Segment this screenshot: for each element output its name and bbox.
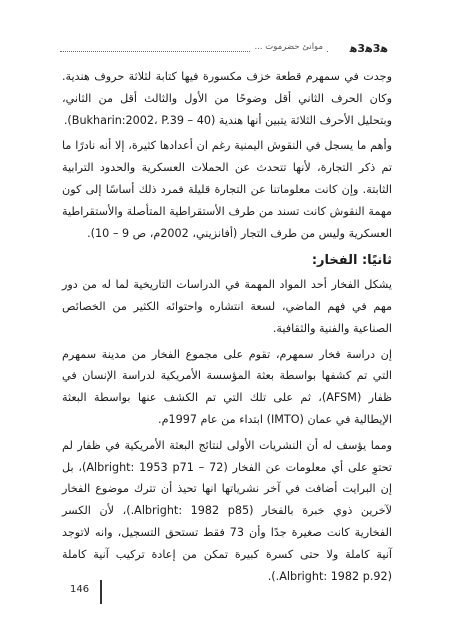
section-paragraph-2: إن دراسة فخار سمهرم، تقوم على مجموع الفخار من مدينة سمهرم التي تم كشفها بواسطة بعثة المؤسسة الأمريكية لدراسة الإنسان في ظفار (AFSM)، ثم على تلك التي تم الكشف عنها بواسطة البعثة الإيطالية في عمان (IMTO) ابتداء من عام 1997م. (62, 347, 393, 426)
running-header (60, 40, 388, 62)
section-heading-pottery: ثانيًا: الفخار: (311, 253, 392, 269)
header-ornament-icon: ﻫ3ﻫ3ﻫ (349, 42, 388, 55)
body-text (62, 66, 392, 591)
page-footer (60, 580, 100, 604)
paragraph-2: وأهم ما يسجل في النقوش اليمنية رغم ان أعدادها كثيرة، إلا أنه نادرًا ما تم ذكر التجارة، لأنها تتحدث عن الحملات العسكرية والحدود الترابية الثابتة. وإن كانت معلوماتنا عن التجارة قليلة فمرد ذلك أساسًا إلى كون مهمة النقوش كانت تسند من طرف الأستقراطية المتأصلة والأستقراطية العسكرية وليس من طرف التجار (أفانزيني، 2002م، ص 9 – 10). (62, 139, 392, 240)
section-paragraph-3: ومما يؤسف له أن النشريات الأولى لنتائج البعثة الأمريكية في ظفار لم تحتوِ على أي معلومات عن الفخار (72 – Albright: 1953 p71)، بل إن البرايت أضافت في آخر نشرياتها انها تحيذ أن تترك موضوع الفخار لآخرين ذوي خبرة بالفخار (Albright: 1982 p85.)، لأن الكسر الفخارية كانت صغيرة جدًا وأن 73 فقط تستحق التسجيل، وانه لاتوجد آنية كاملة ولا حتى كسرة كبيرة تمكن من إعادة تركيب آنية كاملة (Albright: 1982 p.92.). (62, 438, 393, 583)
paragraph-1: وجدت في سمهرم قطعة خزف مكسورة فيها كتابة لثلاثة حروف هندية. وكان الحرف الثاني أقل وضوحًا من الأول والثالث أقل من الثاني، وبتحليل الأحرف الثلاثة يتبين أنها هندية (40 – Bukharin:2002، P.39). (62, 70, 392, 127)
section-paragraph-1: يشكل الفخار أحد المواد المهمة في الدراسات التاريخية لما له من دور مهم في فهم الماضي، لسعة انتشاره واحتوائه الكثير من الخصائص الصناعية والفنية والثقافية. (62, 278, 392, 335)
page-number: 146 (70, 584, 90, 595)
footer-divider (100, 580, 102, 604)
running-header-title: موانئ حضرموت ... (251, 42, 326, 52)
